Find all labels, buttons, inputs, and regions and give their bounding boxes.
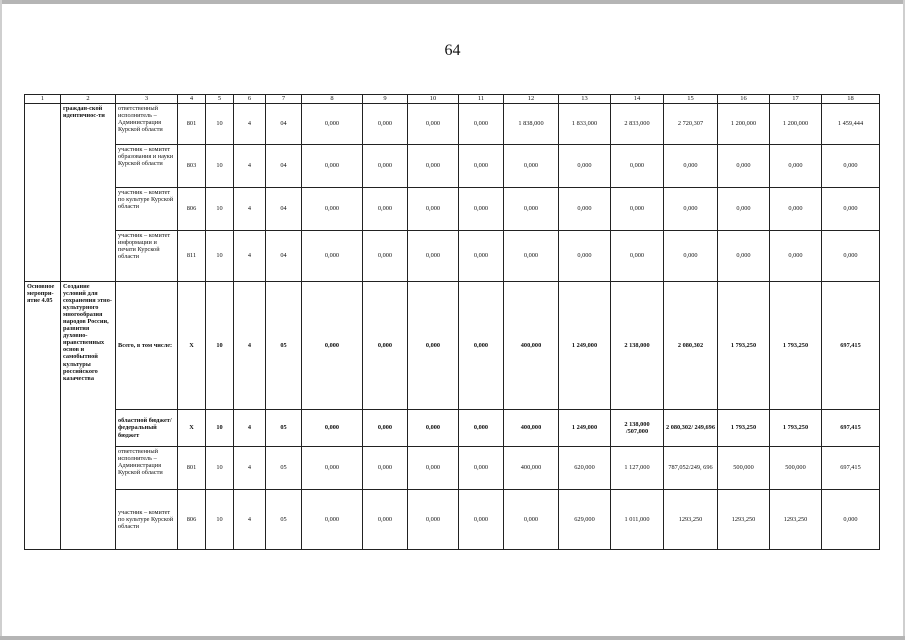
table-cell: 0,000 bbox=[459, 104, 504, 145]
column-header: 2 bbox=[61, 95, 116, 104]
table-cell: 1 200,000 bbox=[770, 104, 822, 145]
column-header: 6 bbox=[234, 95, 266, 104]
table-cell: 0,000 bbox=[718, 188, 770, 231]
table-cell: 04 bbox=[266, 104, 302, 145]
table-cell: 697,415 bbox=[822, 282, 880, 410]
table-cell: 0,000 bbox=[559, 188, 611, 231]
table-cell: 0,000 bbox=[459, 490, 504, 550]
table-cell: 0,000 bbox=[302, 282, 363, 410]
table-cell: 0,000 bbox=[822, 145, 880, 188]
participant-cell: ответственный исполнитель – Администрация Курской области bbox=[116, 447, 178, 490]
table-cell: 10 bbox=[206, 282, 234, 410]
table-cell: 0,000 bbox=[822, 490, 880, 550]
table-row bbox=[25, 188, 880, 231]
table-cell: 806 bbox=[178, 490, 206, 550]
budget-label-cell: областной бюджет/ федеральный бюджет bbox=[116, 410, 178, 447]
table-cell: 0,000 bbox=[559, 145, 611, 188]
participant-cell: участник – комитет по культуре Курской области bbox=[116, 490, 178, 550]
table-cell: 0,000 bbox=[459, 282, 504, 410]
participant-cell: участник – комитет образования и науки Курской области bbox=[116, 145, 178, 188]
table-cell: 1 011,000 bbox=[611, 490, 664, 550]
table-cell: 0,000 bbox=[363, 447, 408, 490]
table-cell: 4 bbox=[234, 282, 266, 410]
table-cell: 4 bbox=[234, 490, 266, 550]
table-row bbox=[25, 447, 880, 490]
table-cell: 4 bbox=[234, 188, 266, 231]
table-cell: 05 bbox=[266, 490, 302, 550]
table-cell: 05 bbox=[266, 282, 302, 410]
table-cell: 1 249,000 bbox=[559, 410, 611, 447]
table-cell: 0,000 bbox=[302, 447, 363, 490]
table-cell: 10 bbox=[206, 410, 234, 447]
column-header: 13 bbox=[559, 95, 611, 104]
table-cell: 1 793,250 bbox=[770, 410, 822, 447]
participant-cell: ответственный исполнитель – Администрация Курской области bbox=[116, 104, 178, 145]
table-cell: 0,000 bbox=[718, 231, 770, 282]
table-cell: 1 793,250 bbox=[770, 282, 822, 410]
table-cell: 10 bbox=[206, 447, 234, 490]
page-number: 64 bbox=[444, 42, 461, 59]
column-header: 18 bbox=[822, 95, 880, 104]
table-cell: 0,000 bbox=[459, 188, 504, 231]
table-row bbox=[25, 231, 880, 282]
table-cell: 2 138,000 /507,000 bbox=[611, 410, 664, 447]
table-cell: 500,000 bbox=[770, 447, 822, 490]
table-cell: 801 bbox=[178, 447, 206, 490]
table-cell: 10 bbox=[206, 490, 234, 550]
table-cell: 0,000 bbox=[770, 145, 822, 188]
column-header: 10 bbox=[408, 95, 459, 104]
table-cell: 0,000 bbox=[363, 282, 408, 410]
column-header: 3 bbox=[116, 95, 178, 104]
budget-table bbox=[24, 94, 880, 550]
table-row bbox=[25, 490, 880, 550]
table-cell: 0,000 bbox=[822, 188, 880, 231]
table-cell: 0,000 bbox=[363, 490, 408, 550]
table-cell: 0,000 bbox=[770, 231, 822, 282]
table-cell: 0,000 bbox=[459, 410, 504, 447]
table-cell: 1 793,250 bbox=[718, 282, 770, 410]
table-cell: 04 bbox=[266, 231, 302, 282]
table-cell: 2 080,302/ 249,696 bbox=[664, 410, 718, 447]
table-cell: 0,000 bbox=[664, 145, 718, 188]
participant-cell: участник – комитет по культуре Курской области bbox=[116, 188, 178, 231]
table-cell: 2 138,000 bbox=[611, 282, 664, 410]
table-cell: 0,000 bbox=[459, 231, 504, 282]
table-cell: 0,000 bbox=[611, 188, 664, 231]
table-cell: 0,000 bbox=[504, 490, 559, 550]
table-cell: 0,000 bbox=[664, 188, 718, 231]
table-cell: 0,000 bbox=[302, 145, 363, 188]
table-cell: 1293,250 bbox=[664, 490, 718, 550]
table-cell: 697,415 bbox=[822, 447, 880, 490]
table-cell: 629,000 bbox=[559, 490, 611, 550]
table-cell: 0,000 bbox=[822, 231, 880, 282]
table-cell: 1 793,250 bbox=[718, 410, 770, 447]
table-row bbox=[25, 282, 880, 410]
table-cell: 2 833,000 bbox=[611, 104, 664, 145]
table-cell: 811 bbox=[178, 231, 206, 282]
table-cell: 10 bbox=[206, 145, 234, 188]
table-cell: 0,000 bbox=[408, 282, 459, 410]
scan-edge-bottom bbox=[0, 636, 905, 640]
event-title-cell: Создание условий для сохранения этно-культурного многообразия народов России, развития духовно-нравственных основ и самобытной культуры российского казачества bbox=[61, 282, 116, 550]
event-number-cell: Основное меропри-ятие 4.05 bbox=[25, 282, 61, 550]
table-cell: 801 bbox=[178, 104, 206, 145]
table-cell: 0,000 bbox=[302, 231, 363, 282]
table-cell: 0,000 bbox=[459, 447, 504, 490]
table-cell: 0,000 bbox=[302, 104, 363, 145]
event-cell-empty bbox=[25, 104, 61, 282]
table-cell: 4 bbox=[234, 145, 266, 188]
table-row bbox=[25, 145, 880, 188]
table-cell: 620,000 bbox=[559, 447, 611, 490]
column-header: 17 bbox=[770, 95, 822, 104]
table-cell: 0,000 bbox=[408, 145, 459, 188]
table-cell: 0,000 bbox=[504, 231, 559, 282]
table-cell: 0,000 bbox=[459, 145, 504, 188]
table-cell: 2 080,302 bbox=[664, 282, 718, 410]
table-cell: 04 bbox=[266, 188, 302, 231]
table-cell: 05 bbox=[266, 410, 302, 447]
column-header: 14 bbox=[611, 95, 664, 104]
table-cell: 0,000 bbox=[611, 145, 664, 188]
table-row bbox=[25, 104, 880, 145]
table-cell: X bbox=[178, 282, 206, 410]
header-row bbox=[25, 95, 880, 104]
table-cell: 0,000 bbox=[408, 447, 459, 490]
column-header: 8 bbox=[302, 95, 363, 104]
table-cell: 0,000 bbox=[302, 490, 363, 550]
table-cell: 4 bbox=[234, 447, 266, 490]
participant-cell: участник – комитет информации и печати Курской области bbox=[116, 231, 178, 282]
table-cell: 0,000 bbox=[664, 231, 718, 282]
table-cell: 0,000 bbox=[408, 490, 459, 550]
table-cell: 803 bbox=[178, 145, 206, 188]
table-cell: 697,415 bbox=[822, 410, 880, 447]
table-cell: 4 bbox=[234, 410, 266, 447]
column-header: 7 bbox=[266, 95, 302, 104]
table-cell: 0,000 bbox=[302, 188, 363, 231]
table-cell: 1 459,444 bbox=[822, 104, 880, 145]
table-cell: 0,000 bbox=[408, 104, 459, 145]
table-cell: 0,000 bbox=[504, 188, 559, 231]
table-cell: 0,000 bbox=[363, 188, 408, 231]
table-row bbox=[25, 410, 880, 447]
table-cell: 10 bbox=[206, 188, 234, 231]
total-label-cell: Всего, в том числе: bbox=[116, 282, 178, 410]
table-cell: 04 bbox=[266, 145, 302, 188]
table-cell: 0,000 bbox=[363, 145, 408, 188]
table-cell: 0,000 bbox=[302, 410, 363, 447]
table-cell: 4 bbox=[234, 104, 266, 145]
column-header: 5 bbox=[206, 95, 234, 104]
table-cell: 0,000 bbox=[504, 145, 559, 188]
table-cell: 787,052/249, 696 bbox=[664, 447, 718, 490]
table-cell: 0,000 bbox=[408, 231, 459, 282]
event-title-cell: граждан-ской идентичнос-ти bbox=[61, 104, 116, 282]
table-cell: 4 bbox=[234, 231, 266, 282]
table-cell: 1 200,000 bbox=[718, 104, 770, 145]
table-cell: 400,000 bbox=[504, 282, 559, 410]
scan-edge-left bbox=[0, 0, 2, 640]
table-cell: X bbox=[178, 410, 206, 447]
column-header: 9 bbox=[363, 95, 408, 104]
table-cell: 05 bbox=[266, 447, 302, 490]
table-cell: 1 833,000 bbox=[559, 104, 611, 145]
table-cell: 0,000 bbox=[363, 104, 408, 145]
table-cell: 10 bbox=[206, 231, 234, 282]
table-cell: 0,000 bbox=[363, 231, 408, 282]
column-header: 15 bbox=[664, 95, 718, 104]
table-cell: 0,000 bbox=[559, 231, 611, 282]
table-cell: 0,000 bbox=[718, 145, 770, 188]
table-cell: 0,000 bbox=[408, 410, 459, 447]
table-cell: 400,000 bbox=[504, 410, 559, 447]
column-header: 11 bbox=[459, 95, 504, 104]
scan-edge-top bbox=[0, 0, 905, 4]
column-header: 1 bbox=[25, 95, 61, 104]
table-cell: 1293,250 bbox=[770, 490, 822, 550]
column-header: 16 bbox=[718, 95, 770, 104]
column-header: 4 bbox=[178, 95, 206, 104]
table-cell: 1 249,000 bbox=[559, 282, 611, 410]
table-cell: 0,000 bbox=[363, 410, 408, 447]
table-cell: 1293,250 bbox=[718, 490, 770, 550]
table-cell: 500,000 bbox=[718, 447, 770, 490]
table-cell: 1 838,000 bbox=[504, 104, 559, 145]
table-cell: 0,000 bbox=[408, 188, 459, 231]
table-cell: 0,000 bbox=[770, 188, 822, 231]
table-cell: 10 bbox=[206, 104, 234, 145]
column-header: 12 bbox=[504, 95, 559, 104]
table-cell: 806 bbox=[178, 188, 206, 231]
table-cell: 2 720,307 bbox=[664, 104, 718, 145]
table-cell: 0,000 bbox=[611, 231, 664, 282]
table-cell: 400,000 bbox=[504, 447, 559, 490]
table-cell: 1 127,000 bbox=[611, 447, 664, 490]
